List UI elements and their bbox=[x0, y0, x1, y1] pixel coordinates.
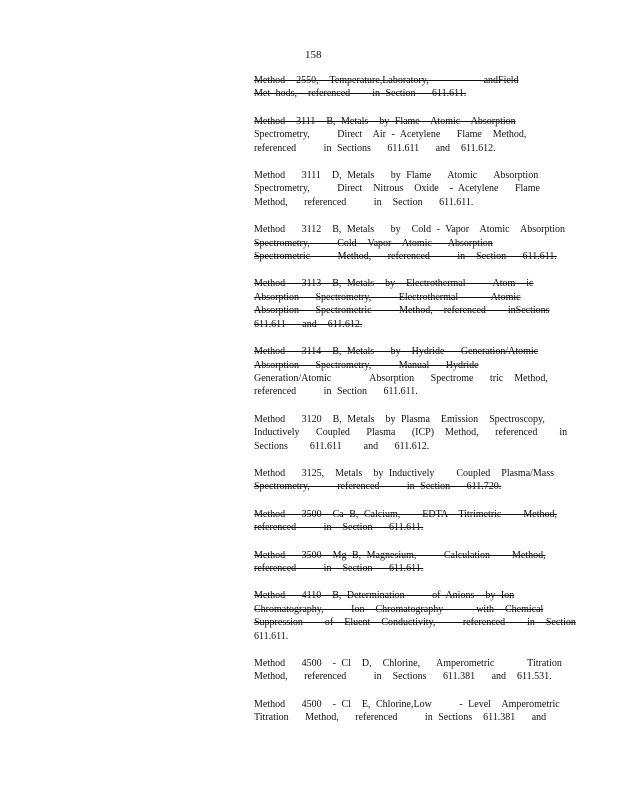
struck-text-line: Met hods, referenced in Section 611.611. bbox=[254, 88, 467, 100]
text-line: Method 3112 B, Metals by Cold - Vapor Atomic Absorption bbox=[254, 224, 565, 236]
text-line: 611.611. bbox=[254, 630, 289, 642]
method-paragraph bbox=[254, 115, 536, 155]
struck-text-line: Chromatography, Ion Chromatography with Chemical bbox=[254, 603, 544, 615]
struck-text-line: Spectrometry, Cold Vapor Atomic Absorption bbox=[254, 237, 493, 249]
method-paragraph bbox=[254, 698, 560, 725]
text-line: Spectrometry, Direct Air - Acetylene Flame Method, bbox=[254, 129, 527, 141]
struck-text-line: Absorption Spectrometry, Manual Hydride bbox=[254, 359, 479, 371]
method-paragraph bbox=[254, 413, 568, 453]
struck-text-line: Method 3114 B, Metals by Hydride Generation/Atomic bbox=[254, 346, 539, 358]
text-line: Method 3120 B, Metals by Plasma Emission Spectroscopy, bbox=[254, 413, 545, 425]
method-paragraph bbox=[254, 549, 546, 576]
text-line: Method 4500 - Cl E, Chlorine,Low - Level Amperometric bbox=[254, 698, 560, 710]
struck-text-line: referenced in Section 611.611. bbox=[254, 562, 424, 574]
text-line: Method, referenced in Sections 611.381 and 611.531. bbox=[254, 671, 552, 683]
struck-text-line: Method 4110 B, Determination of Anions by Ion bbox=[254, 590, 515, 602]
text-line: Method 3111 D, Metals by Flame Atomic Absorption bbox=[254, 170, 539, 182]
method-paragraph bbox=[254, 345, 548, 399]
text-line: referenced in Sections 611.611 and 611.612. bbox=[254, 142, 496, 154]
struck-text-line: 611.611 and 611.612. bbox=[254, 318, 363, 330]
text-line: Generation/Atomic Absorption Spectrome tric Method, bbox=[254, 372, 548, 384]
text-line: Titration Method, referenced in Sections 611.381 and bbox=[254, 712, 547, 724]
struck-text-line: Suppression of Eluent Conductivity, referenced in Section bbox=[254, 617, 576, 629]
struck-text-line: Method 3111 B, Metals by Flame Atomic Absorption bbox=[254, 115, 516, 127]
method-paragraph bbox=[254, 277, 550, 331]
text-line: Spectrometry, Direct Nitrous Oxide - Acetylene Flame bbox=[254, 183, 540, 195]
method-paragraph bbox=[254, 223, 565, 263]
method-paragraph bbox=[254, 657, 562, 684]
struck-text-line: Method 3500 Mg B, Magnesium, Calculation Method, bbox=[254, 549, 546, 561]
struck-text-line: Absorption Spectrometric Method, referenced inSections bbox=[254, 305, 550, 317]
method-paragraph bbox=[254, 169, 540, 209]
text-line: Inductively Coupled Plasma (ICP) Method, referenced in bbox=[254, 427, 568, 439]
method-paragraph bbox=[254, 74, 536, 101]
method-paragraph bbox=[254, 589, 576, 643]
text-line: Method, referenced in Section 611.611. bbox=[254, 196, 474, 208]
text-line: Method 4500 - Cl D, Chlorine, Amperometric Titration bbox=[254, 658, 562, 669]
struck-text-line: Method 3500 Ca B, Calcium, EDTA Titrimetric Method, bbox=[254, 508, 557, 520]
method-list bbox=[254, 74, 576, 739]
struck-text-line: referenced in Section 611.611. bbox=[254, 522, 424, 534]
struck-text-line: Method 3113 B, Metals by Electrothermal Atom ic bbox=[254, 278, 534, 290]
struck-text-line: Spectrometric Method, referenced in Section 611.611. bbox=[254, 251, 557, 263]
text-line: Method 3125, Metals by Inductively Coupled Plasma/Mass bbox=[254, 467, 555, 479]
method-paragraph bbox=[254, 508, 557, 535]
method-paragraph bbox=[254, 467, 555, 494]
text-line: referenced in Section 611.611. bbox=[254, 386, 418, 398]
page-number: 158 bbox=[305, 49, 322, 61]
struck-text-line: Spectrometry, referenced in Section 611.720. bbox=[254, 481, 502, 493]
text-line: Sections 611.611 and 611.612. bbox=[254, 440, 430, 452]
struck-text-line: Method 2550, Temperature,Laboratory, andField bbox=[254, 75, 519, 86]
struck-text-line: Absorption Spectrometry, Electrothermal Atomic bbox=[254, 291, 521, 303]
